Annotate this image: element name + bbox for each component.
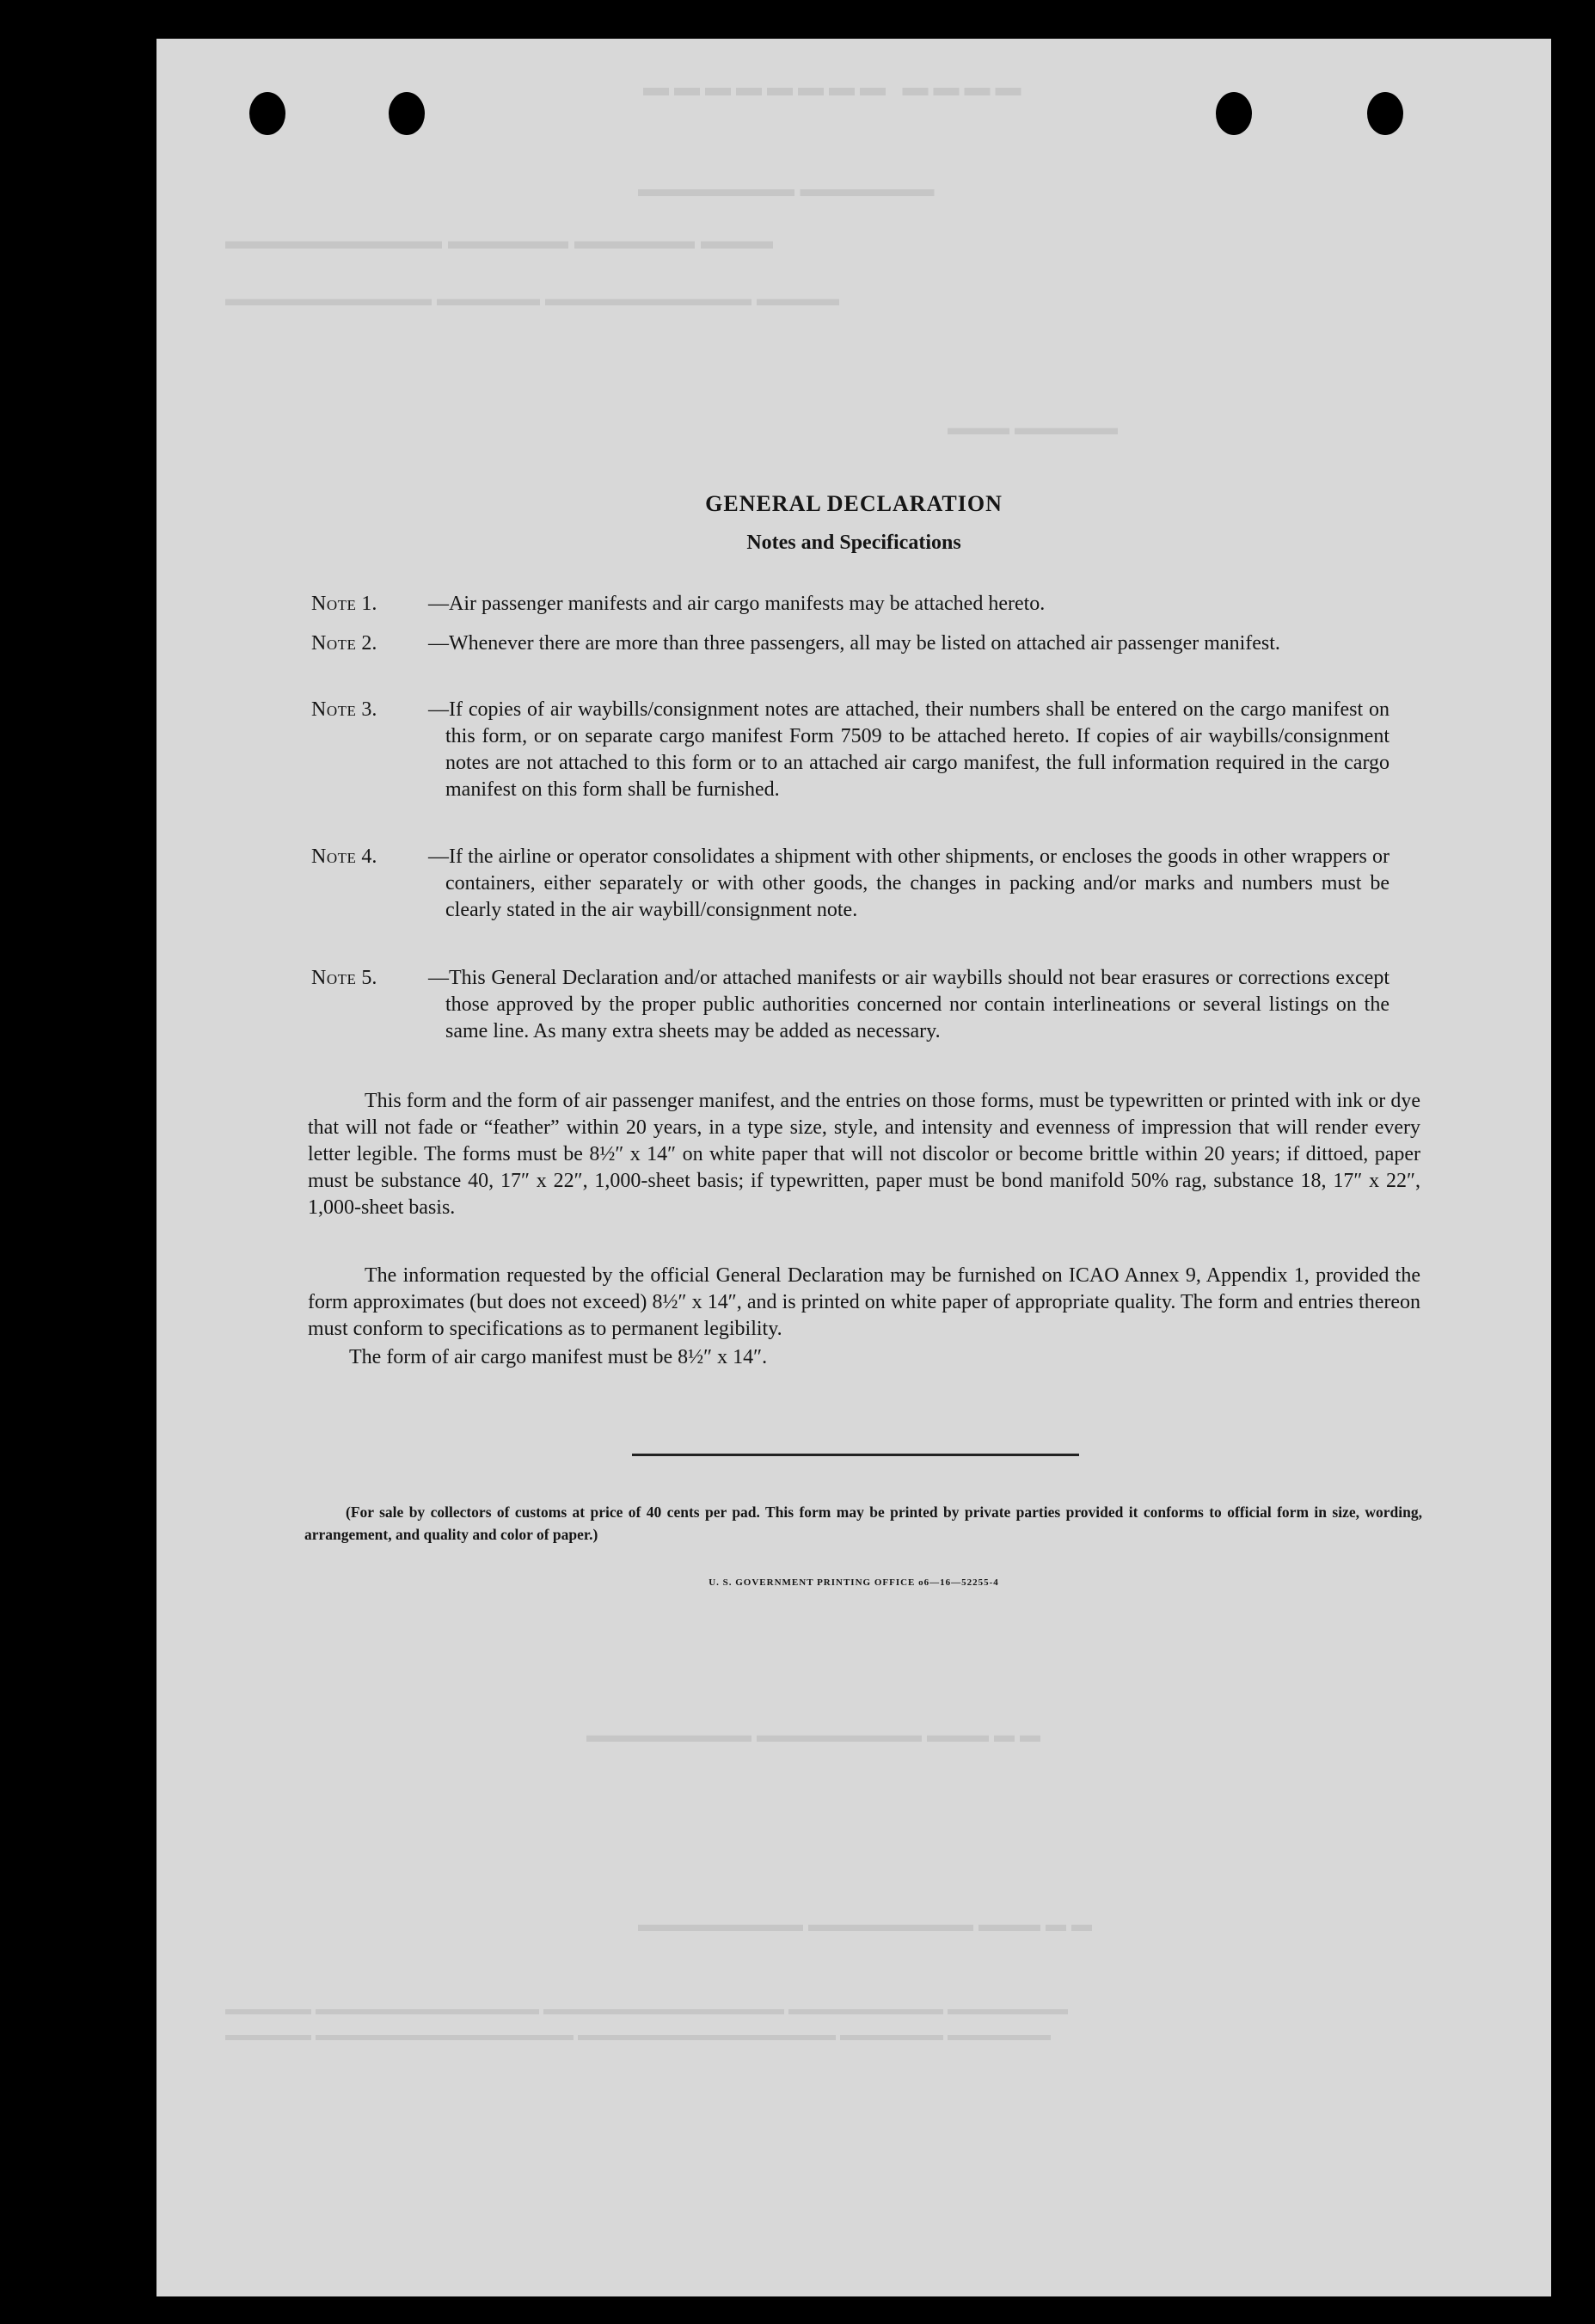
note-text: —Whenever there are more than three passengers, all may be listed on attached air passenger manifest.	[428, 632, 1280, 655]
note-5	[311, 965, 1551, 1045]
note-label: Note 3.	[311, 698, 377, 721]
note-3	[311, 697, 1551, 803]
divider-rule	[632, 1454, 1079, 1456]
bleed-through-mark: ▬▬▬▬ ▬▬▬▬▬▬▬▬▬▬ ▬▬▬▬▬ ▬▬▬▬▬▬▬▬▬▬	[225, 288, 839, 310]
note-text: —Air passenger manifests and air cargo manifests may be attached hereto.	[428, 593, 1046, 615]
note-2	[311, 630, 1551, 657]
paragraph-cargo-manifest-size: The form of air cargo manifest must be 8½″ x 14″.	[349, 1346, 768, 1368]
bleed-through-mark: ▬▬▬▬▬▬ ▬▬▬▬▬▬ ▬▬▬▬▬▬▬▬▬▬▬▬▬▬▬ ▬▬▬▬▬▬▬▬▬▬▬▬▬▬▬ ▬▬▬▬▬	[225, 2026, 1051, 2044]
note-label: Note 2.	[311, 632, 377, 655]
bleed-through-mark: ▬ ▬ ▬▬▬ ▬▬▬▬▬▬▬▬ ▬▬▬▬▬▬▬▬	[586, 1725, 1040, 1747]
note-4	[311, 844, 1551, 924]
bleed-through-mark: ▬▬▬▬▬▬▬ ▬▬▬▬▬▬▬▬▬ ▬▬▬▬▬▬▬▬▬▬▬▬▬▬ ▬▬▬▬▬▬▬▬▬▬▬▬▬ ▬▬▬▬▬	[225, 2000, 1068, 2019]
note-text: —If the airline or operator consolidates a shipment with other shipments, or encloses the goods in other wrappers or containers, either separately or with other goods, the changes in packing and/or marks and numbers must be clearly stated in the air waybill/consignment note.	[428, 845, 1389, 921]
declaration-notes	[156, 39, 1551, 2296]
printing-office-imprint: U. S. GOVERNMENT PRINTING OFFICE o6—16—52255-4	[709, 1577, 999, 1588]
bleed-through-mark: ▬▬▬ ▬▬▬▬▬ ▬▬▬▬▬ ▬▬▬▬▬▬▬▬▬	[225, 228, 773, 255]
note-label: Note 4.	[311, 845, 377, 868]
bleed-through-mark: ▬▬▬▬▬▬ ▬▬▬▬▬▬▬	[638, 176, 935, 201]
note-label: Note 1.	[311, 593, 377, 615]
paragraph-icao-annex: The information requested by the official General Declaration may be furnished on ICAO Annex 9, Appendix 1, provided the form approximates (but does not exceed) 8½″ x 14″, and is printed on white paper of appropriate quality. The form and entries thereon must conform to specifications as to permanent legibility.	[308, 1264, 1420, 1340]
paragraph-typewriting-requirements: This form and the form of air passenger manifest, and the entries on those forms, must be typewritten or printed with ink or dye that will not fade or “feather” within 20 years, in a type size, style, and intensity and evenness of impression that will render every letter legible. The forms must be 8½″ x 14″ on white paper that will not discolor or become brittle within 20 years; if dittoed, paper must be substance 40, 17″ x 22″, 1,000-sheet basis; if typewritten, paper must be bond manifold 50% rag, substance 18, 17″ x 22″, 1,000-sheet basis.	[308, 1090, 1420, 1219]
bleed-through-mark: ▬▬▬▬ ▬▬▬▬▬▬▬▬	[638, 73, 1021, 101]
note-text: —This General Declaration and/or attached manifests or air waybills should not bear erasures or corrections except those approved by the proper public authorities concerned nor contain interlineations or several listings on the same line. As many extra sheets may be added as necessary.	[428, 967, 1389, 1042]
document-title: GENERAL DECLARATION	[705, 491, 1003, 516]
bleed-through-mark: ▬▬▬▬▬ ▬▬▬	[948, 417, 1118, 440]
document-page	[156, 39, 1551, 2296]
note-1	[311, 591, 1551, 618]
note-label: Note 5.	[311, 967, 377, 989]
sale-note: (For sale by collectors of customs at price of 40 cents per pad. This form may be printed by private parties provided it conforms to official form in size, wording, arrangement, and quality and color of paper.)	[304, 1503, 1422, 1543]
note-text: —If copies of air waybills/consignment notes are attached, their numbers shall be entered on the cargo manifest on this form, or on separate cargo manifest Form 7509 to be attached hereto. If copies of air waybills/consignment notes are not attached to this form or to an attached air cargo manifest, the full information required in the cargo manifest on this form shall be furnished.	[428, 698, 1389, 801]
bleed-through-mark: ▬ ▬ ▬▬▬ ▬▬▬▬▬▬▬▬ ▬▬▬▬▬▬▬▬	[638, 1914, 1092, 1936]
document-subtitle: Notes and Specifications	[746, 532, 961, 554]
